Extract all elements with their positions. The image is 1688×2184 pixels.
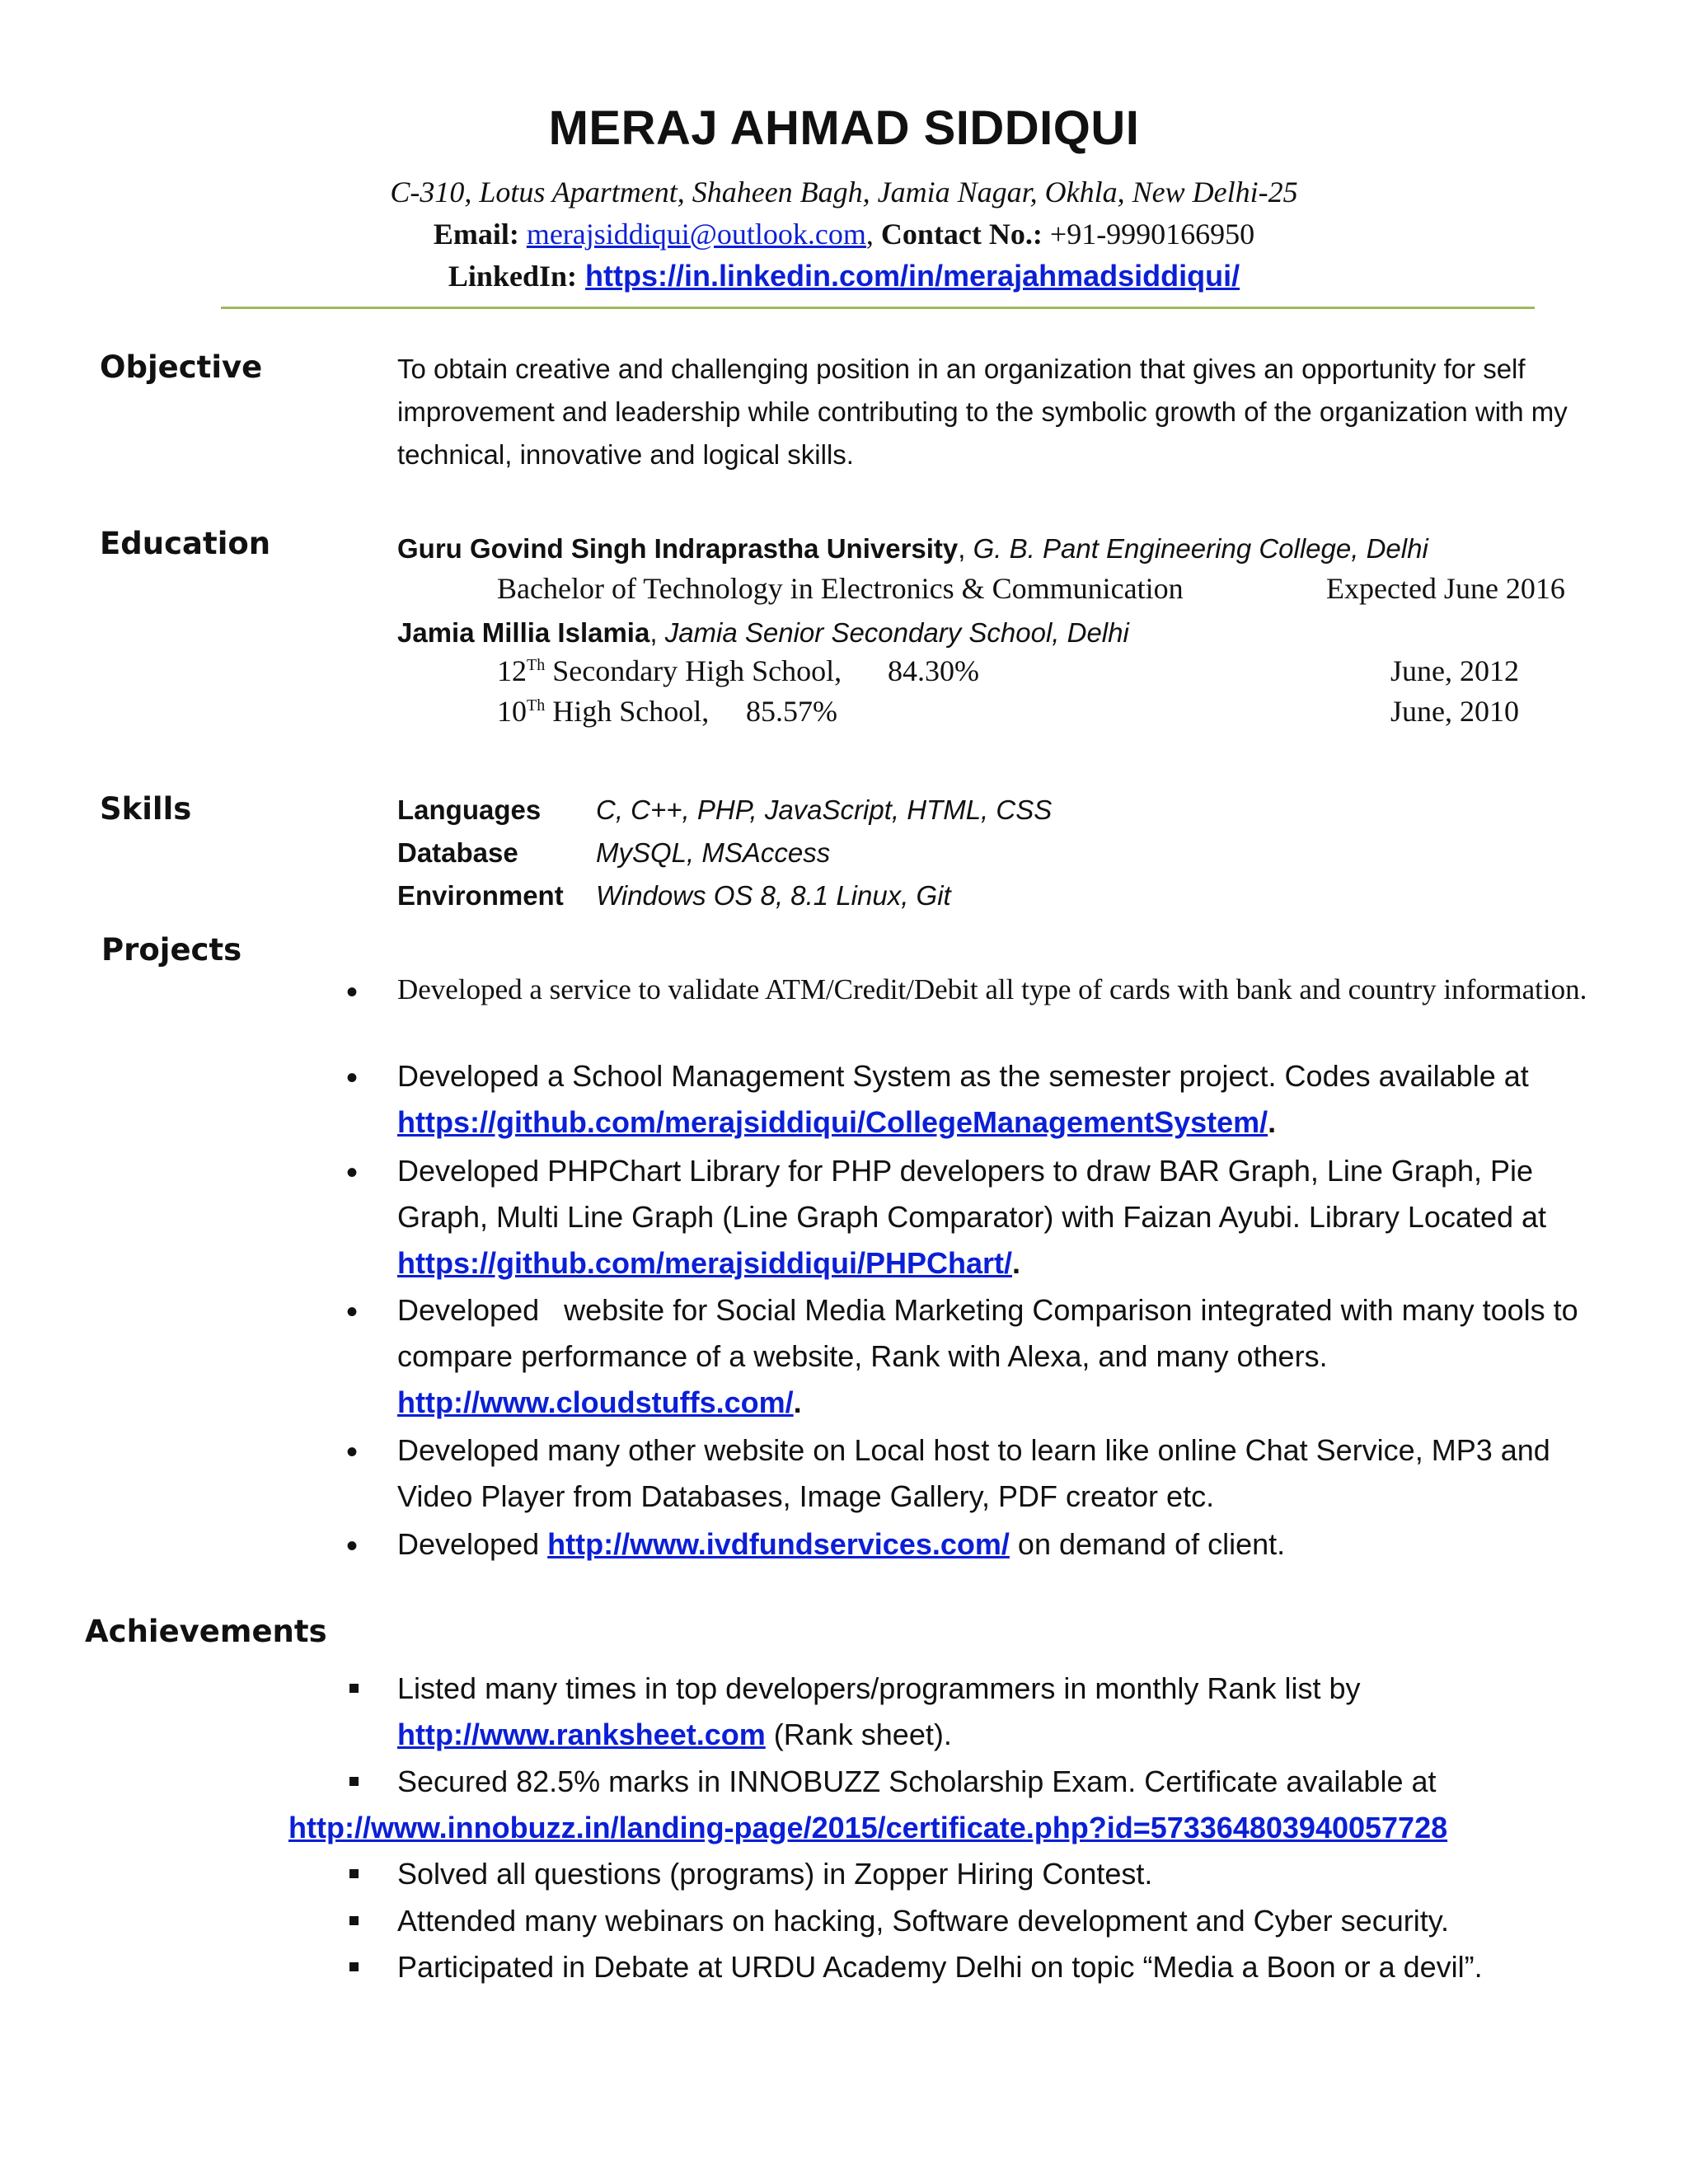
project-item: Developed a service to validate ATM/Credit/Debit all type of cards with bank and country information.: [397, 973, 1587, 1005]
square-bullet-icon: [349, 1916, 359, 1925]
edu-row-10th: [497, 694, 709, 729]
square-bullet-icon: [349, 1777, 359, 1786]
project-link-phpchart[interactable]: https://github.com/merajsiddiqui/PHPChart/: [397, 1246, 1013, 1280]
bullet-icon: •: [346, 1294, 359, 1330]
project-link-cloudstuffs[interactable]: http://www.cloudstuffs.com/: [397, 1385, 794, 1419]
college-name: G. B. Pant Engineering College, Delhi: [973, 533, 1428, 564]
degree: Bachelor of Technology in Electronics & Communication: [497, 572, 1184, 605]
project-item: Developed http://www.ivdfundservices.com/ on demand of client.: [397, 1527, 1286, 1561]
skill-value-languages: C, C++, PHP, JavaScript, HTML, CSS: [596, 794, 1053, 825]
achievements-heading: Achievements: [85, 1614, 327, 1649]
bullet-icon: •: [346, 974, 359, 1010]
edu-date-12th: June, 2012: [1390, 654, 1519, 687]
grade-suffix: Th: [527, 696, 546, 715]
project-link-ivdfund[interactable]: http://www.ivdfundservices.com/: [547, 1527, 1010, 1561]
contact-label: Contact No.:: [880, 218, 1043, 251]
projects-heading: Projects: [101, 932, 242, 968]
grade-suffix: Th: [527, 656, 546, 674]
objective-text: To obtain creative and challenging position in an organization that gives an opportunity for self improvement and leadership while contributing to the symbolic growth of the organization with my technical, innovative and logical skills.: [397, 354, 1568, 470]
edu-score-10th: 85.57%: [746, 695, 837, 728]
grade-label: Secondary High School,: [552, 654, 842, 687]
square-bullet-icon: [349, 1684, 359, 1693]
header-divider: [221, 307, 1535, 309]
skills-heading: Skills: [100, 791, 192, 827]
education-heading: Education: [100, 526, 271, 561]
linkedin-line: [0, 259, 1688, 293]
achievement-item: Attended many webinars on hacking, Software development and Cyber security.: [397, 1904, 1450, 1938]
bullet-icon: •: [346, 1528, 359, 1564]
achievement-item: Secured 82.5% marks in INNOBUZZ Scholarship Exam. Certificate available at: [397, 1765, 1437, 1798]
candidate-name: MERAJ AHMAD SIDDIQUI: [548, 101, 1140, 155]
project-item: Developed many other website on Local host to learn like online Chat Service, MP3 and Video Player from Databases, Image Gallery, PDF creator etc.: [397, 1433, 1550, 1513]
grade-label: High School,: [552, 695, 710, 728]
school-line: Jamia Millia Islamia, Jamia Senior Secondary School, Delhi: [397, 617, 1129, 648]
grade-number: 12: [497, 654, 527, 687]
school-board: Jamia Millia Islamia: [397, 617, 650, 648]
objective-heading: Objective: [100, 349, 263, 385]
project-item: Developed website for Social Media Marketing Comparison integrated with many tools to compare performance of a website, Rank with Alexa, and many others. http://www.cloudstuffs.com/.: [397, 1293, 1587, 1419]
achievement-link-ranksheet[interactable]: http://www.ranksheet.com: [397, 1718, 766, 1751]
edu-date-10th: June, 2010: [1390, 695, 1519, 728]
address: C-310, Lotus Apartment, Shaheen Bagh, Jamia Nagar, Okhla, New Delhi-25: [390, 176, 1298, 209]
phone-number: +91-9990166950: [1049, 218, 1255, 251]
achievement-item: Participated in Debate at URDU Academy Delhi on topic “Media a Boon or a devil”.: [397, 1950, 1483, 1984]
bullet-icon: •: [346, 1434, 359, 1470]
contact-line: Email: merajsiddiqui@outlook.com, Contact No.: +91-9990166950: [433, 218, 1255, 251]
university-line: Guru Govind Singh Indraprastha University, G. B. Pant Engineering College, Delhi: [397, 533, 1428, 564]
skill-value-environment: Windows OS 8, 8.1 Linux, Git: [596, 880, 951, 911]
project-link-cms[interactable]: https://github.com/merajsiddiqui/CollegeManagementSystem/: [397, 1105, 1268, 1139]
achievement-item: Listed many times in top developers/programmers in monthly Rank list by http://www.ranksheet.com (Rank sheet).: [397, 1671, 1361, 1751]
email-label: Email:: [433, 218, 519, 251]
bullet-icon: •: [346, 1155, 359, 1191]
square-bullet-icon: [349, 1962, 359, 1971]
project-item: Developed PHPChart Library for PHP developers to draw BAR Graph, Line Graph, Pie Graph, Multi Line Graph (Line Graph Comparator) with Faizan Ayubi. Library Located at https://github.com/merajsiddiqui/PHPChart/.: [397, 1154, 1547, 1280]
project-item: Developed a School Management System as the semester project. Codes available at https://github.com/merajsiddiqui/CollegeManagementSystem/.: [397, 1059, 1529, 1139]
skill-key-languages: Languages: [397, 794, 542, 825]
achievement-item: Solved all questions (programs) in Zopper Hiring Contest.: [397, 1857, 1153, 1891]
edu-row-12th: [497, 654, 842, 688]
square-bullet-icon: [349, 1869, 359, 1878]
achievement-link-innobuzz[interactable]: http://www.innobuzz.in/landing-page/2015/certificate.php?id=573364803940057728: [288, 1811, 1448, 1844]
degree-date: Expected June 2016: [1326, 572, 1565, 605]
edu-score-12th: 84.30%: [888, 654, 979, 687]
linkedin-link[interactable]: https://in.linkedin.com/in/merajahmadsiddiqui/: [585, 259, 1240, 293]
university-name: Guru Govind Singh Indraprastha University: [397, 533, 959, 564]
school-name: Jamia Senior Secondary School, Delhi: [664, 617, 1129, 648]
email-link[interactable]: merajsiddiqui@outlook.com: [526, 218, 866, 251]
skill-key-environment: Environment: [397, 880, 564, 911]
bullet-icon: •: [346, 1060, 359, 1096]
linkedin-label: LinkedIn:: [448, 260, 577, 293]
skill-value-database: MySQL, MSAccess: [596, 837, 831, 868]
skill-key-database: Database: [397, 837, 518, 868]
grade-number: 10: [497, 695, 527, 728]
